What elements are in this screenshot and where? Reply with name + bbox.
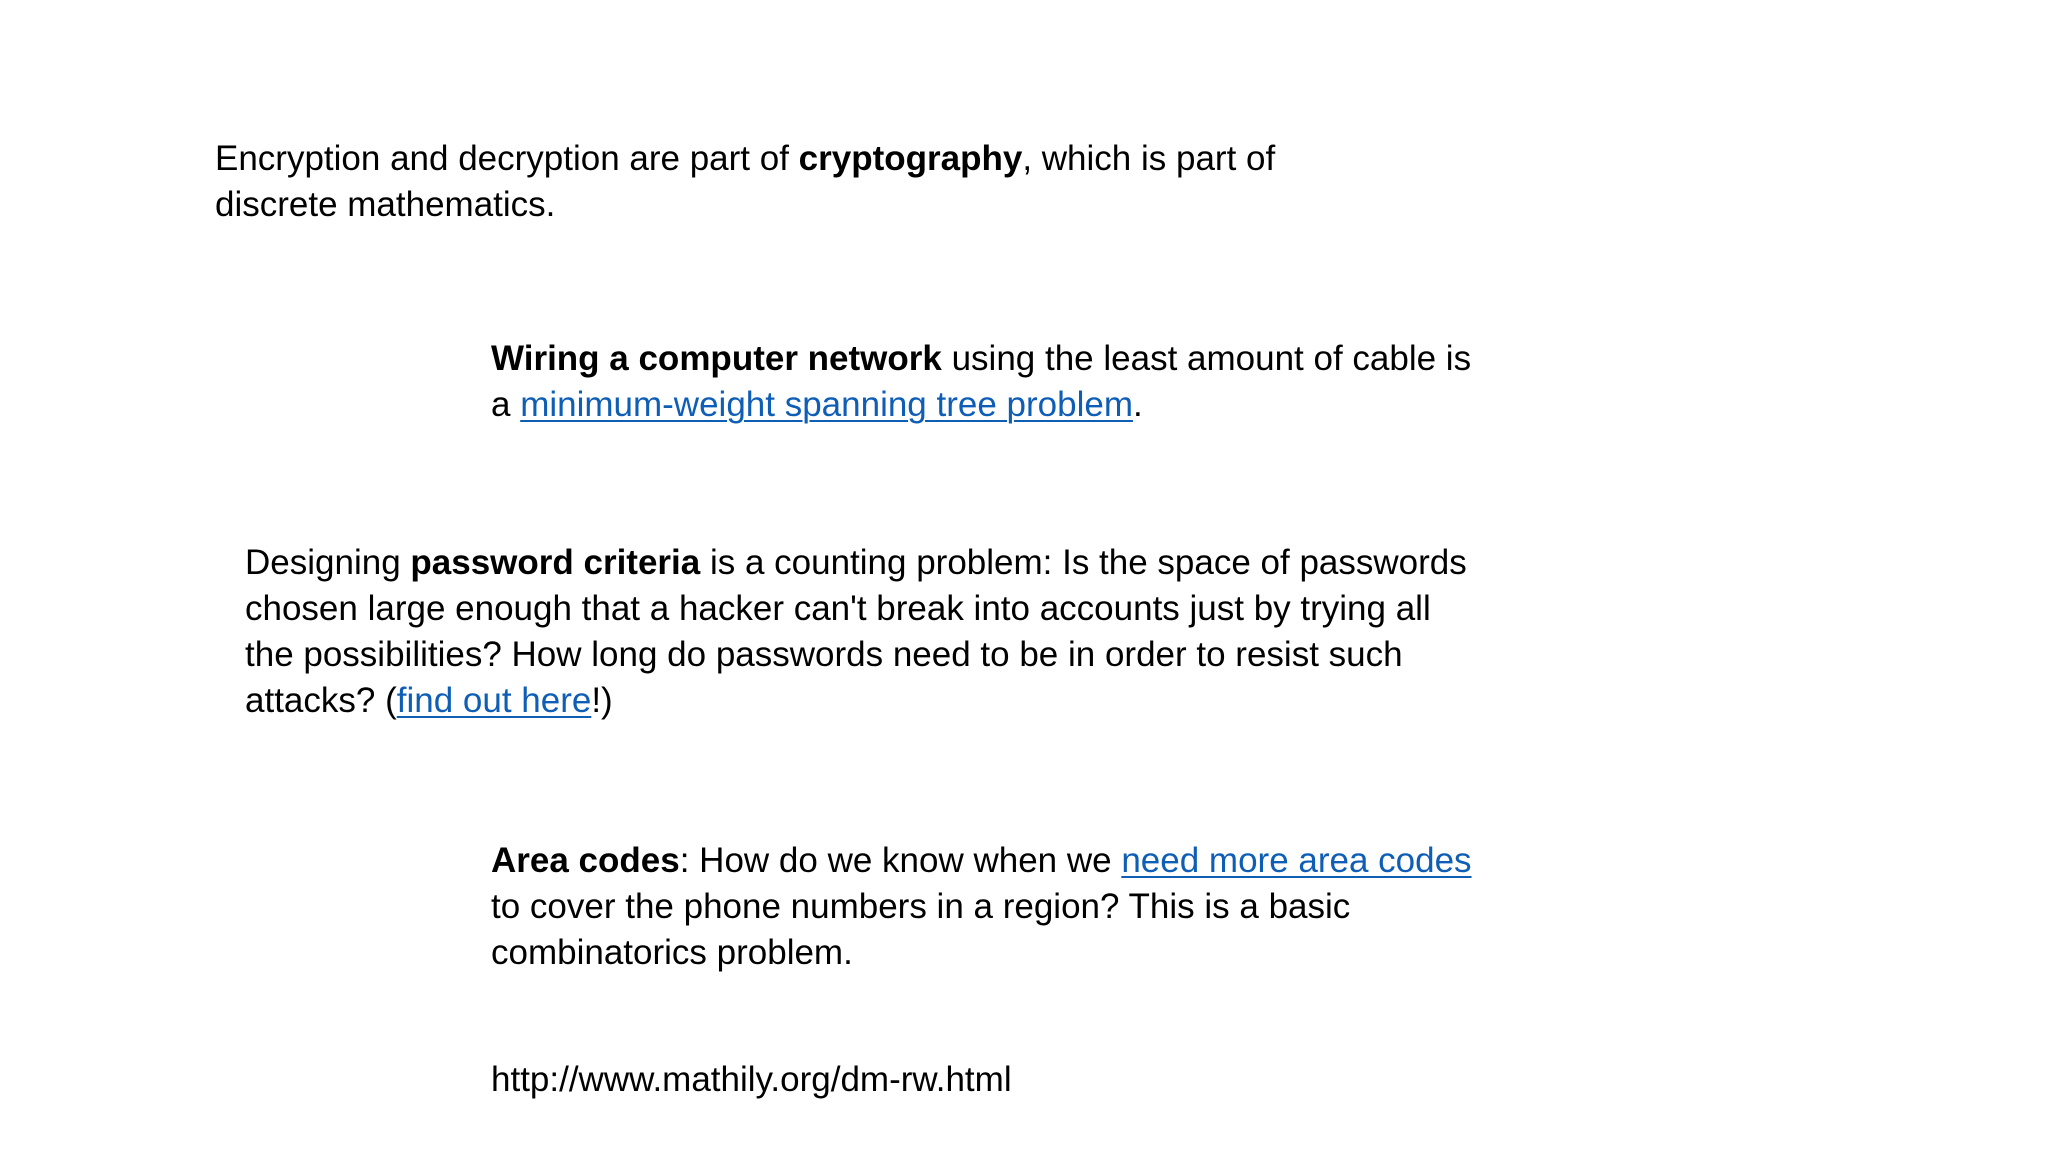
text-segment: the possibilities? How long do passwords need to be in order to resist such xyxy=(245,635,1403,674)
cryptography-line-1 xyxy=(215,136,1275,182)
password-line-2 xyxy=(245,586,1467,632)
area-codes-line-1 xyxy=(491,838,1472,884)
bold-term-network: Wiring a computer network xyxy=(491,339,942,378)
source-url-text: http://www.mathily.org/dm-rw.html xyxy=(491,1060,1012,1099)
text-segment: a xyxy=(491,385,521,424)
text-segment: to cover the phone numbers in a region? This is a basic xyxy=(491,887,1351,926)
spanning-tree-link[interactable]: minimum-weight spanning tree problem xyxy=(520,385,1133,424)
text-segment: Designing xyxy=(245,543,411,582)
password-line-1 xyxy=(245,540,1467,586)
bold-term-cryptography: cryptography xyxy=(798,139,1023,178)
text-segment: discrete mathematics. xyxy=(215,185,556,224)
password-line-4 xyxy=(245,678,1467,724)
cryptography-line-2 xyxy=(215,182,1275,228)
password-line-3 xyxy=(245,632,1467,678)
text-segment: using the least amount of cable is xyxy=(941,339,1472,378)
network-paragraph xyxy=(491,336,1471,428)
text-segment: . xyxy=(1132,385,1143,424)
area-codes-line-2 xyxy=(491,884,1472,930)
text-segment: combinatorics problem. xyxy=(491,933,853,972)
network-line-2 xyxy=(491,382,1471,428)
text-segment: : How do we know when we xyxy=(679,841,1122,880)
area-codes-paragraph xyxy=(491,838,1472,976)
text-segment: !) xyxy=(591,681,613,720)
text-segment: , which is part of xyxy=(1022,139,1276,178)
find-out-here-link[interactable]: find out here xyxy=(396,681,592,720)
network-line-1 xyxy=(491,336,1471,382)
cryptography-paragraph xyxy=(215,136,1275,228)
bold-term-area-codes: Area codes xyxy=(491,841,680,880)
source-url xyxy=(491,1057,1012,1103)
bold-term-password: password criteria xyxy=(410,543,701,582)
password-paragraph xyxy=(245,540,1467,724)
text-segment: Encryption and decryption are part of xyxy=(215,139,799,178)
text-segment: attacks? ( xyxy=(245,681,397,720)
area-codes-line-3 xyxy=(491,930,1472,976)
text-segment: chosen large enough that a hacker can't break into accounts just by trying all xyxy=(245,589,1431,628)
area-codes-link[interactable]: need more area codes xyxy=(1121,841,1472,880)
text-segment: is a counting problem: Is the space of passwords xyxy=(700,543,1467,582)
